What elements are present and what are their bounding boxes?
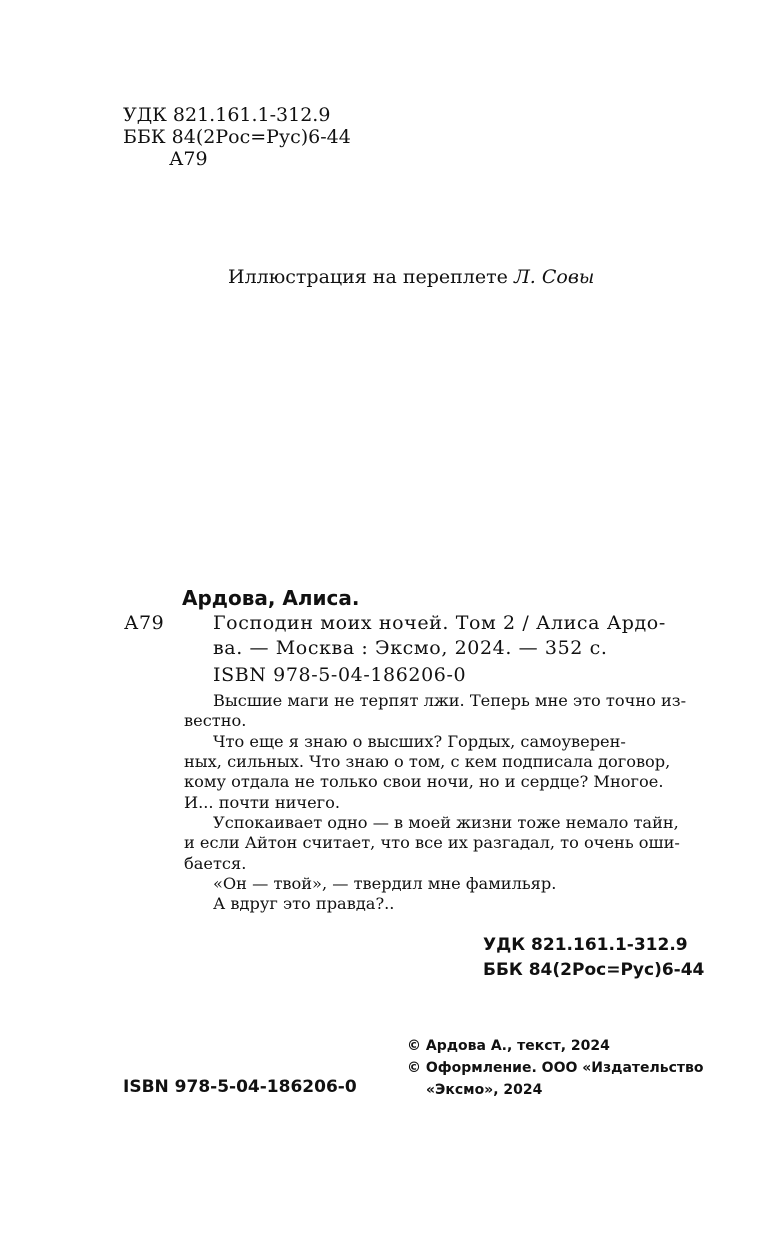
annotation-line: бается. bbox=[184, 854, 247, 873]
annotation-line: И... почти ничего. bbox=[184, 793, 341, 812]
record-isbn: ISBN 978-5-04-186206-0 bbox=[213, 664, 467, 686]
udk-code-header: УДК 821.161.1-312.9 bbox=[123, 104, 331, 126]
udk-code-footer: УДК 821.161.1-312.9 bbox=[483, 935, 688, 955]
copyright-design-continued: «Эксмо», 2024 bbox=[426, 1082, 543, 1098]
annotation-line: ных, сильных. Что знаю о том, с кем подписала договор, bbox=[184, 752, 671, 771]
annotation-line: Высшие маги не терпят лжи. Теперь мне это точно из- bbox=[213, 691, 687, 710]
author-heading: Ардова, Алиса. bbox=[182, 586, 360, 610]
illustration-credit bbox=[228, 266, 594, 288]
record-line-1: Господин моих ночей. Том 2 / Алиса Ардо- bbox=[213, 612, 666, 634]
annotation-line: Что еще я знаю о высших? Гордых, самоуверен- bbox=[213, 732, 626, 751]
illustration-credit-artist: Л. Совы bbox=[513, 266, 595, 288]
annotation-line: Успокаивает одно — в моей жизни тоже немало тайн, bbox=[213, 813, 679, 832]
annotation-line: и если Айтон считает, что все их разгадал, то очень оши- bbox=[184, 833, 680, 852]
copyright-design: © Оформление. ООО «Издательство bbox=[407, 1060, 704, 1076]
author-sign-header: А79 bbox=[169, 148, 208, 170]
annotation-line: «Он — твой», — твердил мне фамильяр. bbox=[213, 874, 557, 893]
bbk-code-footer: ББК 84(2Рос=Рус)6-44 bbox=[483, 960, 705, 980]
isbn-footer: ISBN 978-5-04-186206-0 bbox=[123, 1077, 357, 1097]
annotation-line: кому отдала не только свои ночи, но и сердце? Многое. bbox=[184, 772, 664, 791]
record-line-2: ва. — Москва : Эксмо, 2024. — 352 с. bbox=[213, 637, 608, 659]
author-sign-record: А79 bbox=[124, 612, 165, 634]
copyright-text: © Ардова А., текст, 2024 bbox=[407, 1038, 610, 1054]
annotation-line: вестно. bbox=[184, 711, 247, 730]
annotation-line: А вдруг это правда?.. bbox=[213, 894, 395, 913]
bbk-code-header: ББК 84(2Рос=Рус)6-44 bbox=[123, 126, 351, 148]
illustration-credit-prefix: Иллюстрация на переплете bbox=[228, 266, 508, 288]
